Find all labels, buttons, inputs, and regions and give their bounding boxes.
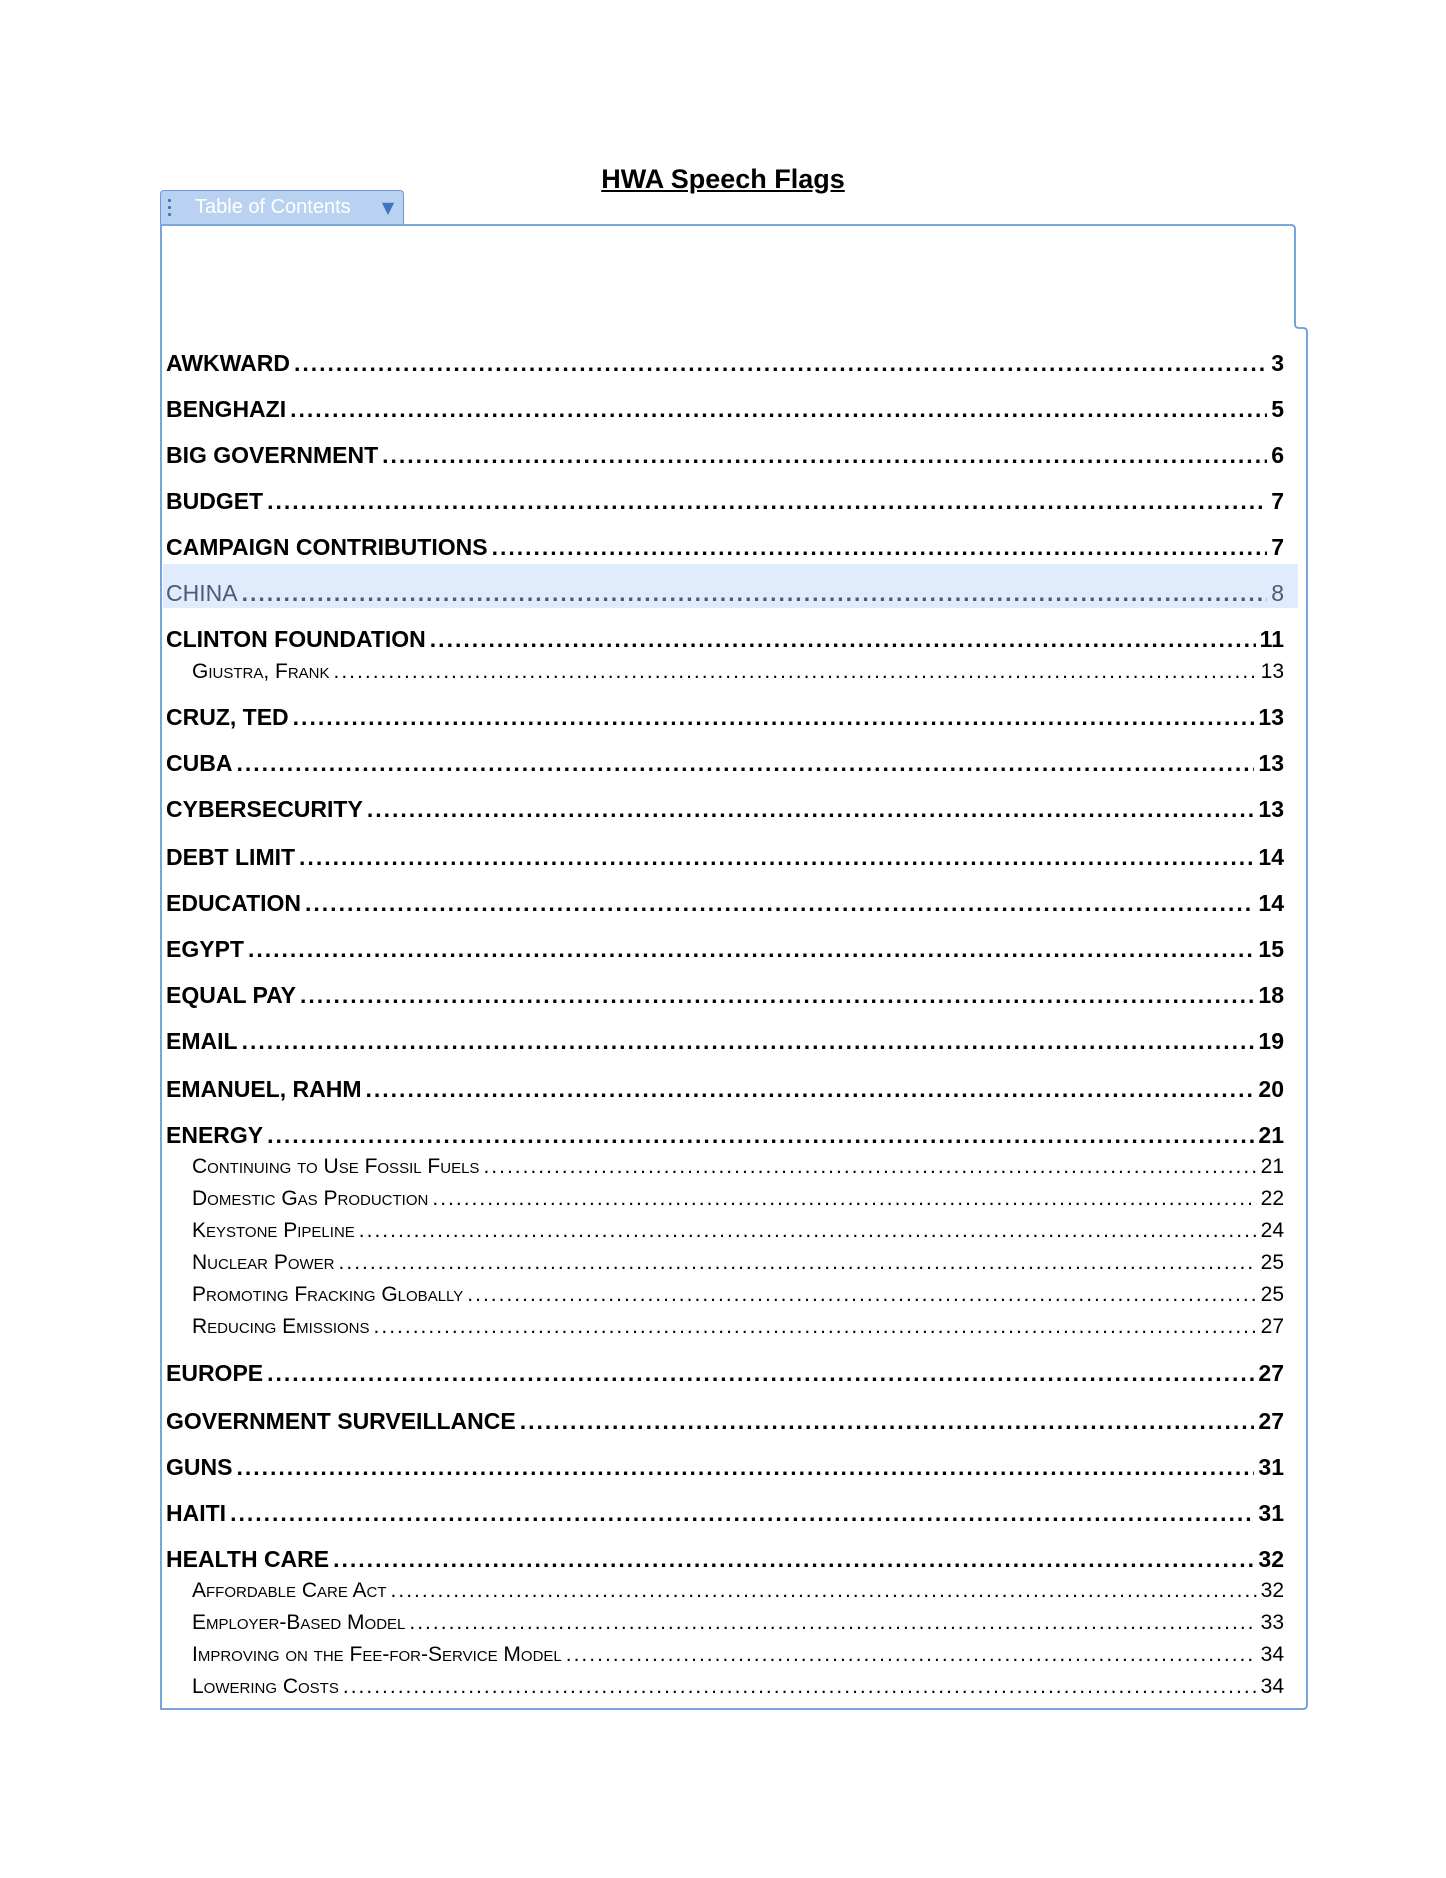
toc-entry[interactable]: [166, 438, 1284, 472]
toc-entry[interactable]: [166, 1072, 1284, 1106]
toc-page-number: 14: [1258, 844, 1284, 870]
toc-entry[interactable]: [166, 1450, 1284, 1484]
dot-leader: [230, 1496, 1254, 1530]
toc-subentry[interactable]: [192, 657, 1284, 687]
toc-subentry[interactable]: [192, 1672, 1284, 1702]
toc-entry[interactable]: [166, 1542, 1284, 1576]
dot-leader: [267, 1118, 1254, 1152]
toc-page-number: 22: [1260, 1187, 1284, 1210]
toc-entry-label: CHINA: [166, 580, 238, 606]
dot-leader: [294, 346, 1267, 380]
toc-control-label[interactable]: Table of Contents: [195, 196, 351, 218]
dot-leader: [242, 576, 1268, 610]
dot-leader: [483, 1152, 1256, 1182]
toc-entry-label: HAITI: [166, 1500, 227, 1526]
dot-leader: [374, 1312, 1257, 1342]
dot-leader: [242, 1024, 1255, 1058]
toc-entry-label: EUROPE: [166, 1360, 264, 1386]
toc-entry-label: EMAIL: [166, 1028, 238, 1054]
toc-entry[interactable]: [166, 1356, 1284, 1390]
toc-page-number: 32: [1260, 1579, 1284, 1602]
toc-entry[interactable]: [166, 886, 1284, 920]
toc-subentry[interactable]: [192, 1312, 1284, 1342]
toc-page-number: 15: [1258, 936, 1284, 962]
dot-leader: [566, 1640, 1257, 1670]
toc-entry-label: BIG GOVERNMENT: [166, 442, 379, 468]
toc-subentry[interactable]: [192, 1184, 1284, 1214]
toc-subentry[interactable]: [192, 1152, 1284, 1182]
dot-leader: [300, 978, 1254, 1012]
toc-subentry[interactable]: [192, 1576, 1284, 1606]
toc-entry-label: BUDGET: [166, 488, 264, 514]
dot-leader: [492, 530, 1268, 564]
toc-page-number: 31: [1258, 1454, 1284, 1480]
dot-leader: [305, 886, 1254, 920]
toc-entry-label: Keystone Pipeline: [192, 1219, 355, 1242]
dot-leader: [334, 657, 1257, 687]
toc-entry[interactable]: [166, 840, 1284, 874]
toc-entry-label: Reducing Emissions: [192, 1315, 370, 1338]
toc-page-number: 32: [1258, 1546, 1284, 1572]
dot-leader: [391, 1576, 1257, 1606]
toc-page-number: 14: [1258, 890, 1284, 916]
dot-leader: [333, 1542, 1254, 1576]
toc-page-number: 34: [1260, 1675, 1284, 1698]
toc-entry-label: Affordable Care Act: [192, 1579, 387, 1602]
dot-leader: [520, 1404, 1255, 1438]
toc-entry[interactable]: [166, 622, 1284, 656]
toc-page-number: 3: [1271, 350, 1284, 376]
dot-leader: [366, 1072, 1255, 1106]
dot-leader: [236, 746, 1254, 780]
toc-page-number: 31: [1258, 1500, 1284, 1526]
toc-entry-label: CAMPAIGN CONTRIBUTIONS: [166, 534, 488, 560]
toc-page-number: 33: [1260, 1611, 1284, 1634]
toc-entry[interactable]: [166, 530, 1284, 564]
toc-page-number: 6: [1271, 442, 1284, 468]
toc-subentry[interactable]: [192, 1640, 1284, 1670]
toc-entry-label: Giustra, Frank: [192, 660, 330, 683]
toc-entry-label: ENERGY: [166, 1122, 264, 1148]
dot-leader: [290, 392, 1267, 426]
toc-entry[interactable]: [166, 932, 1284, 966]
toc-entry[interactable]: [166, 576, 1284, 610]
dot-leader: [267, 484, 1267, 518]
toc-entry-label: Continuing to Use Fossil Fuels: [192, 1155, 480, 1178]
dot-leader: [248, 932, 1254, 966]
toc-page-number: 7: [1271, 534, 1284, 560]
dot-leader: [359, 1216, 1257, 1246]
toc-entry-label: EGYPT: [166, 936, 244, 962]
triangle-down-icon[interactable]: ▼: [381, 198, 395, 217]
toc-entry-label: BENGHAZI: [166, 396, 287, 422]
dot-leader: [430, 622, 1256, 656]
document-title: HWA Speech Flags: [601, 164, 845, 194]
dot-leader: [432, 1184, 1256, 1214]
toc-subentry[interactable]: [192, 1248, 1284, 1278]
toc-entry-label: Lowering Costs: [192, 1675, 339, 1698]
dot-leader: [236, 1450, 1254, 1484]
toc-entry[interactable]: [166, 792, 1284, 826]
toc-page-number: 13: [1258, 796, 1284, 822]
toc-entry[interactable]: [166, 346, 1284, 380]
toc-page-number: 25: [1260, 1251, 1284, 1274]
toc-entry[interactable]: [166, 484, 1284, 518]
toc-subentry[interactable]: [192, 1280, 1284, 1310]
toc-entry-label: AWKWARD: [166, 350, 290, 376]
toc-entry-label: DEBT LIMIT: [166, 844, 296, 870]
dot-leader: [467, 1280, 1256, 1310]
toc-page-number: 13: [1258, 750, 1284, 776]
toc-entry[interactable]: [166, 746, 1284, 780]
dot-leader: [293, 700, 1255, 734]
toc-entry-label: Nuclear Power: [192, 1251, 335, 1274]
toc-entry[interactable]: [166, 978, 1284, 1012]
toc-entry-label: Promoting Fracking Globally: [192, 1283, 464, 1306]
toc-page-number: 25: [1260, 1283, 1284, 1306]
toc-page-number: 13: [1260, 660, 1284, 683]
toc-page-number: 20: [1258, 1076, 1284, 1102]
toc-subentry[interactable]: [192, 1608, 1284, 1638]
toc-page-number: 27: [1258, 1360, 1284, 1386]
toc-entry[interactable]: [166, 1024, 1284, 1058]
toc-entry-label: GOVERNMENT SURVEILLANCE: [166, 1408, 516, 1434]
toc-entry[interactable]: [166, 1118, 1284, 1152]
toc-subentry[interactable]: [192, 1216, 1284, 1246]
toc-entry-label: Domestic Gas Production: [192, 1187, 429, 1210]
toc-page-number: 27: [1260, 1315, 1284, 1338]
toc-entry[interactable]: [166, 1404, 1284, 1438]
toc-page-number: 7: [1271, 488, 1284, 514]
toc-page-number: 11: [1259, 626, 1284, 652]
toc-entry-label: EMANUEL, RAHM: [166, 1076, 362, 1102]
toc-page-number: 24: [1260, 1219, 1284, 1242]
toc-page-number: 19: [1258, 1028, 1284, 1054]
toc-entry-label: CYBERSECURITY: [166, 796, 363, 822]
toc-entry-label: CUBA: [166, 750, 233, 776]
dot-leader: [367, 792, 1255, 826]
toc-page-number: 21: [1260, 1155, 1284, 1178]
toc-entry-label: Employer-Based Model: [192, 1611, 406, 1634]
dot-leader: [343, 1672, 1257, 1702]
toc-entry-label: Improving on the Fee-for-Service Model: [192, 1643, 562, 1666]
dot-leader: [267, 1356, 1254, 1390]
toc-page-number: 27: [1258, 1408, 1284, 1434]
dot-leader: [382, 438, 1267, 472]
toc-page-number: 34: [1260, 1643, 1284, 1666]
toc-entry[interactable]: [166, 700, 1284, 734]
toc-entry-label: EQUAL PAY: [166, 982, 296, 1008]
toc-entry[interactable]: [166, 392, 1284, 426]
toc-entry-label: GUNS: [166, 1454, 233, 1480]
toc-entry[interactable]: [166, 1496, 1284, 1530]
toc-page-number: 21: [1258, 1122, 1284, 1148]
toc-entry-label: CLINTON FOUNDATION: [166, 626, 426, 652]
toc-entry-label: HEALTH CARE: [166, 1546, 330, 1572]
dot-leader: [409, 1608, 1256, 1638]
toc-page-number: 5: [1271, 396, 1284, 422]
toc-control-tab[interactable]: [160, 190, 404, 224]
toc-page-number: 8: [1271, 580, 1284, 606]
toc-entry-label: CRUZ, TED: [166, 704, 289, 730]
dot-leader: [299, 840, 1254, 874]
drag-handle-icon[interactable]: [161, 191, 177, 225]
toc-page-number: 18: [1258, 982, 1284, 1008]
dot-leader: [339, 1248, 1257, 1278]
toc-entry-label: EDUCATION: [166, 890, 302, 916]
toc-page-number: 13: [1258, 704, 1284, 730]
